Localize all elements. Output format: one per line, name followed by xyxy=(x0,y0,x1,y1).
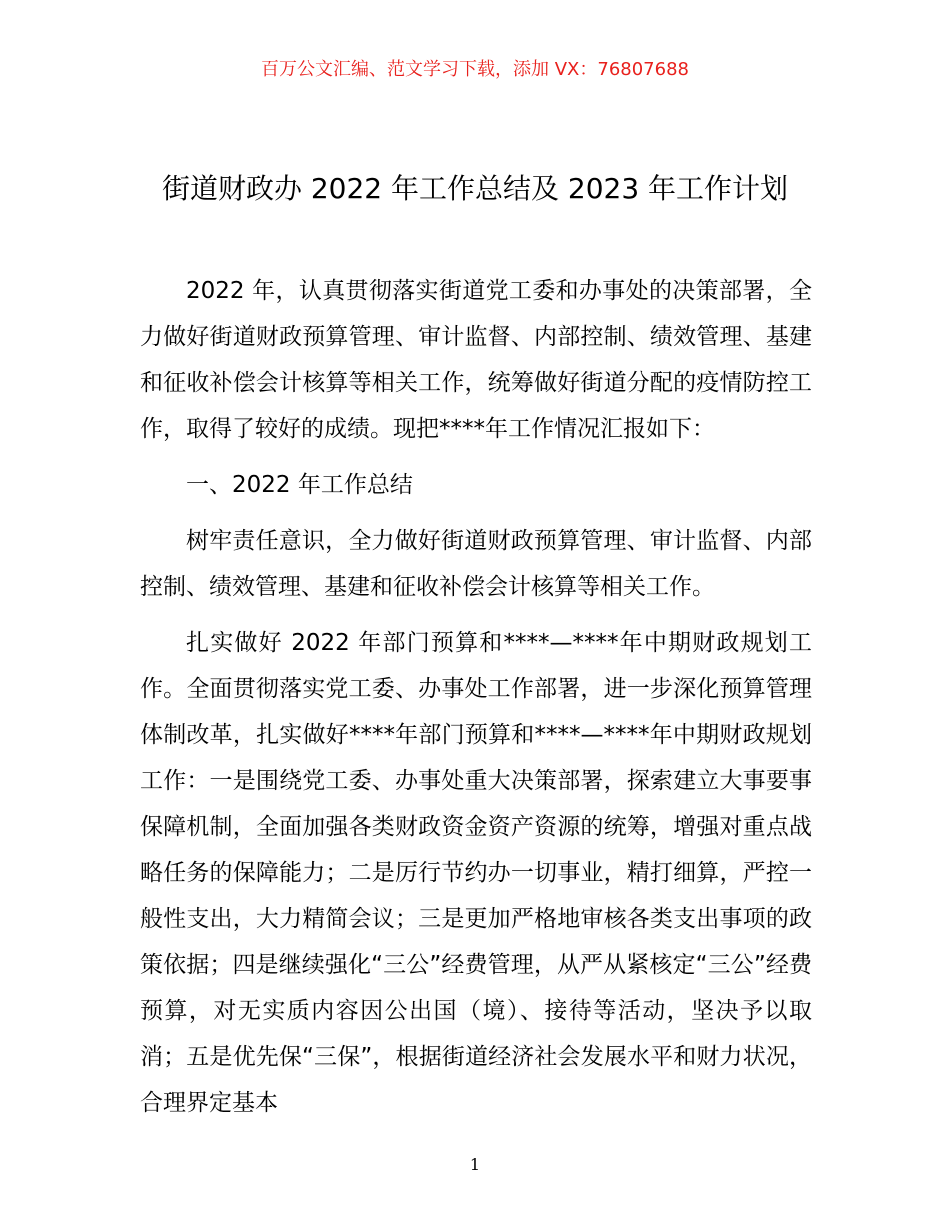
section-heading: 一、2022 年工作总结 xyxy=(186,472,413,498)
paragraph-intro: 2022 年，认真贯彻落实街道党工委和办事处的决策部署，全力做好街道财政预算管理、审计监督、内部控制、绩效管理、基建和征收补偿会计核算等相关工作，统筹做好街道分配的疫情防控工作，取得了较好的成绩。现把****年工作情况汇报如下： xyxy=(140,278,812,442)
page-number: 1 xyxy=(469,1155,481,1174)
paragraph-budget: 扎实做好 2022 年部门预算和****—****年中期财政规划工作。全面贯彻落实党工委、办事处工作部署，进一步深化预算管理体制改革，扎实做好****年部门预算和****—****年中期财政规划工作：一是围绕党工委、办事处重大决策部署，探索建立大事要事保障机制，全面加强各类财政资金资产资源的统筹，增强对重点战略任务的保障能力；二是厉行节约办一切事业，精打细算，严控一般性支出，大力精简会议；三是更加严格地审核各类支出事项的政策依据；四是继续强化“三公”经费管理，从严从紧核定“三公”经费预算，对无实质内容因公出国（境）、接待等活动，坚决予以取消；五是优先保“三保”，根据街道经济社会发展水平和财力状况，合理界定基本 xyxy=(140,630,812,1116)
document-title: 街道财政办 2022 年工作总结及 2023 年工作计划 xyxy=(161,172,789,205)
header-banner: 百万公文汇编、范文学习下载，添加 VX：76807688 xyxy=(261,59,689,80)
document-body xyxy=(140,268,812,1136)
paragraph-responsibility: 树牢责任意识，全力做好街道财政预算管理、审计监督、内部控制、绩效管理、基建和征收补偿会计核算等相关工作。 xyxy=(140,528,812,600)
